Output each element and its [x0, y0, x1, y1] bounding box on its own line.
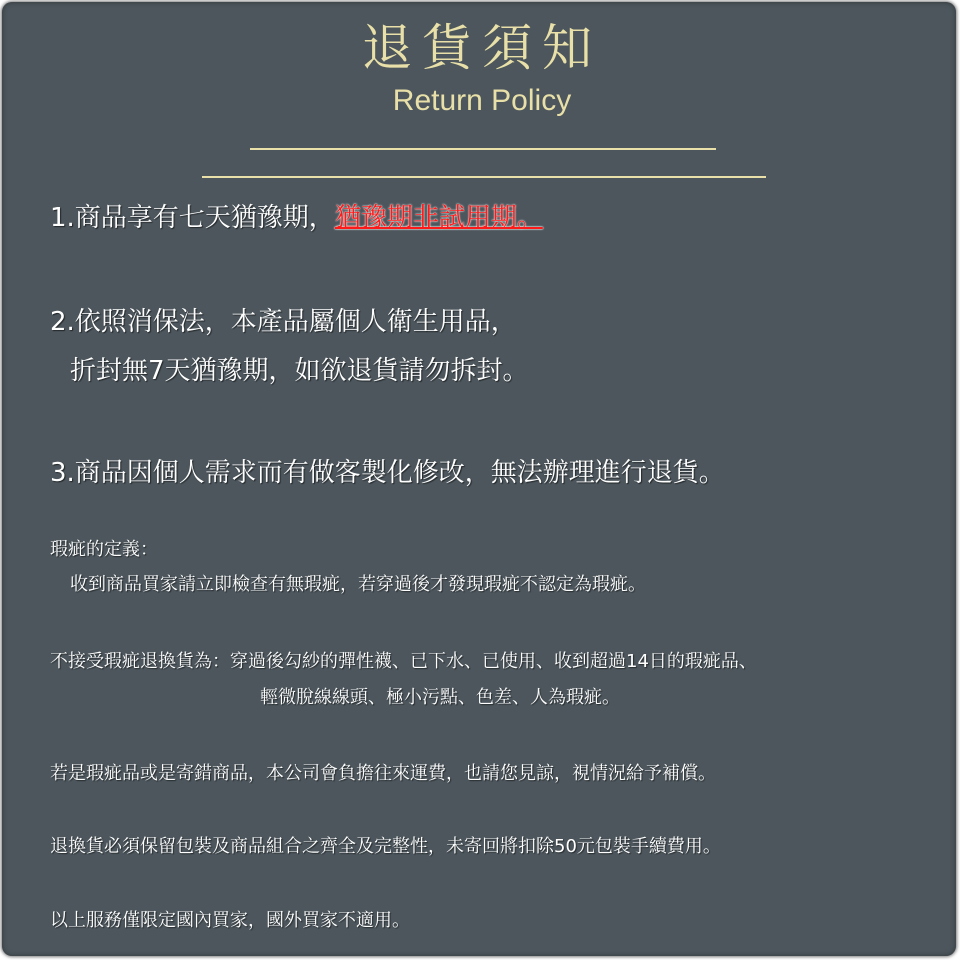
rule-1-text: 1.商品享有七天猶豫期， [50, 203, 335, 233]
rule-2-line-2: 折封無7天猶豫期，如欲退貨請勿拆封。 [70, 356, 529, 386]
divider-top [250, 148, 716, 150]
return-policy-card [2, 2, 956, 956]
defect-not-accepted-line-2: 輕微脫線線頭、極小污點、色差、人為瑕疵。 [260, 687, 620, 708]
packaging-note: 退換貨必須保留包裝及商品組合之齊全及完整性，未寄回將扣除50元包裝手續費用。 [50, 836, 721, 857]
defect-heading: 瑕疵的定義： [50, 539, 158, 560]
defect-not-accepted-line-1: 不接受瑕疵退換貨為：穿過後勾紗的彈性襪、已下水、已使用、收到超過14日的瑕疵品、 [50, 651, 757, 672]
page-title: 退貨須知 [362, 19, 602, 77]
defect-definition: 收到商品買家請立即檢查有無瑕疵，若穿過後才發現瑕疵不認定為瑕疵。 [70, 574, 646, 595]
shipping-note: 若是瑕疵品或是寄錯商品，本公司會負擔往來運費，也請您見諒，視情況給予補償。 [50, 763, 716, 784]
rule-2-line-1: 2.依照消保法，本產品屬個人衛生用品， [50, 307, 517, 337]
rule-1 [50, 200, 543, 236]
divider-bottom [202, 176, 766, 178]
domestic-only-note: 以上服務僅限定國內買家，國外買家不適用。 [50, 910, 410, 931]
rule-1-warning: 猶豫期非試用期。 [334, 203, 543, 233]
rule-3: 3.商品因個人需求而有做客製化修改，無法辦理進行退貨。 [50, 458, 725, 488]
page-subtitle: Return Policy [392, 84, 572, 117]
